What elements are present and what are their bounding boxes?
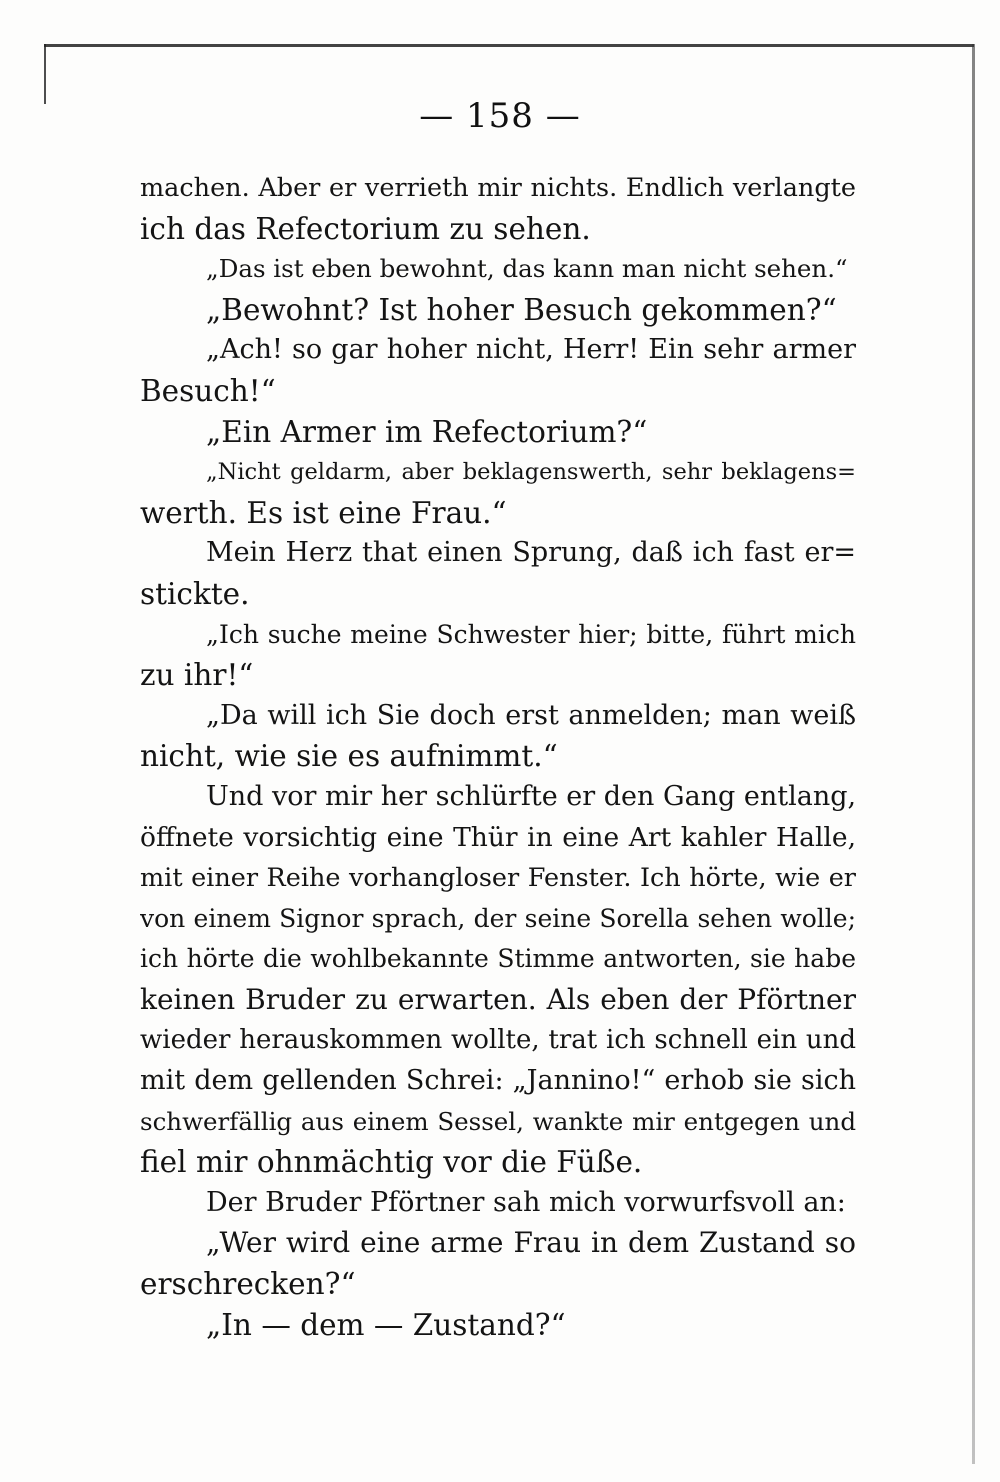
text-line: erschrecken?“ [140,1267,356,1302]
text-line: schwerfällig aus einem Sessel, wankte mir entgegen und [140,1106,856,1136]
text-line: Besuch!“ [140,373,276,408]
text-line: „Ich suche meine Schwester hier; bitte, führt mich [206,619,856,649]
body-text [140,168,856,1345]
scan-border-right [972,44,975,1464]
text-line: machen. Aber er verrieth mir nichts. Endlich verlangte [140,173,856,203]
text-line: „Bewohnt? Ist hoher Besuch gekommen?“ [206,292,837,327]
text-line: „Da will ich Sie doch erst anmelden; man weiß [206,699,856,731]
text-line: werth. Es ist eine Frau.“ [140,495,507,530]
text-line: Der Bruder Pförtner sah mich vorwurfsvoll an: [206,1186,846,1218]
text-line: keinen Bruder zu erwarten. Als eben der Pförtner [140,982,856,1016]
text-line: „In — dem — Zustand?“ [206,1307,566,1342]
text-line: „Wer wird eine arme Frau in dem Zustand so [206,1226,856,1260]
text-line: „Ach! so gar hoher nicht, Herr! Ein sehr armer [206,334,856,366]
text-line: ich das Refectorium zu sehen. [140,211,591,246]
text-line: wieder herauskommen wollte, trat ich schnell ein und [140,1025,856,1056]
scan-border-left [44,44,46,104]
text-line: „Nicht geldarm, aber beklagenswerth, sehr beklagens= [206,459,856,486]
text-line: öffnete vorsichtig eine Thür in eine Art kahler Halle, [140,821,856,853]
text-line: von einem Signor sprach, der seine Sorella sehen wolle; [140,903,856,933]
text-line: ich hörte die wohlbekannte Stimme antworten, sie habe [140,944,856,974]
text-line: mit einer Reihe vorhangloser Fenster. Ich hörte, wie er [140,863,856,894]
text-line: Und vor mir her schlürfte er den Gang entlang, [206,780,856,812]
text-line: fiel mir ohnmächtig vor die Füße. [140,1145,643,1180]
text-line: „Das ist eben bewohnt, das kann man nicht sehen.“ [206,254,848,284]
text-line: nicht, wie sie es aufnimmt.“ [140,739,558,774]
text-line: „Ein Armer im Refectorium?“ [206,414,648,449]
text-line: stickte. [140,576,250,611]
page-number: — 158 — [419,96,581,136]
text-line: zu ihr!“ [140,658,254,693]
scan-border-top [44,44,974,47]
text-line: mit dem gellenden Schrei: „Jannino!“ erhob sie sich [140,1065,856,1097]
text-line: Mein Herz that einen Sprung, daß ich fast er= [206,537,856,569]
